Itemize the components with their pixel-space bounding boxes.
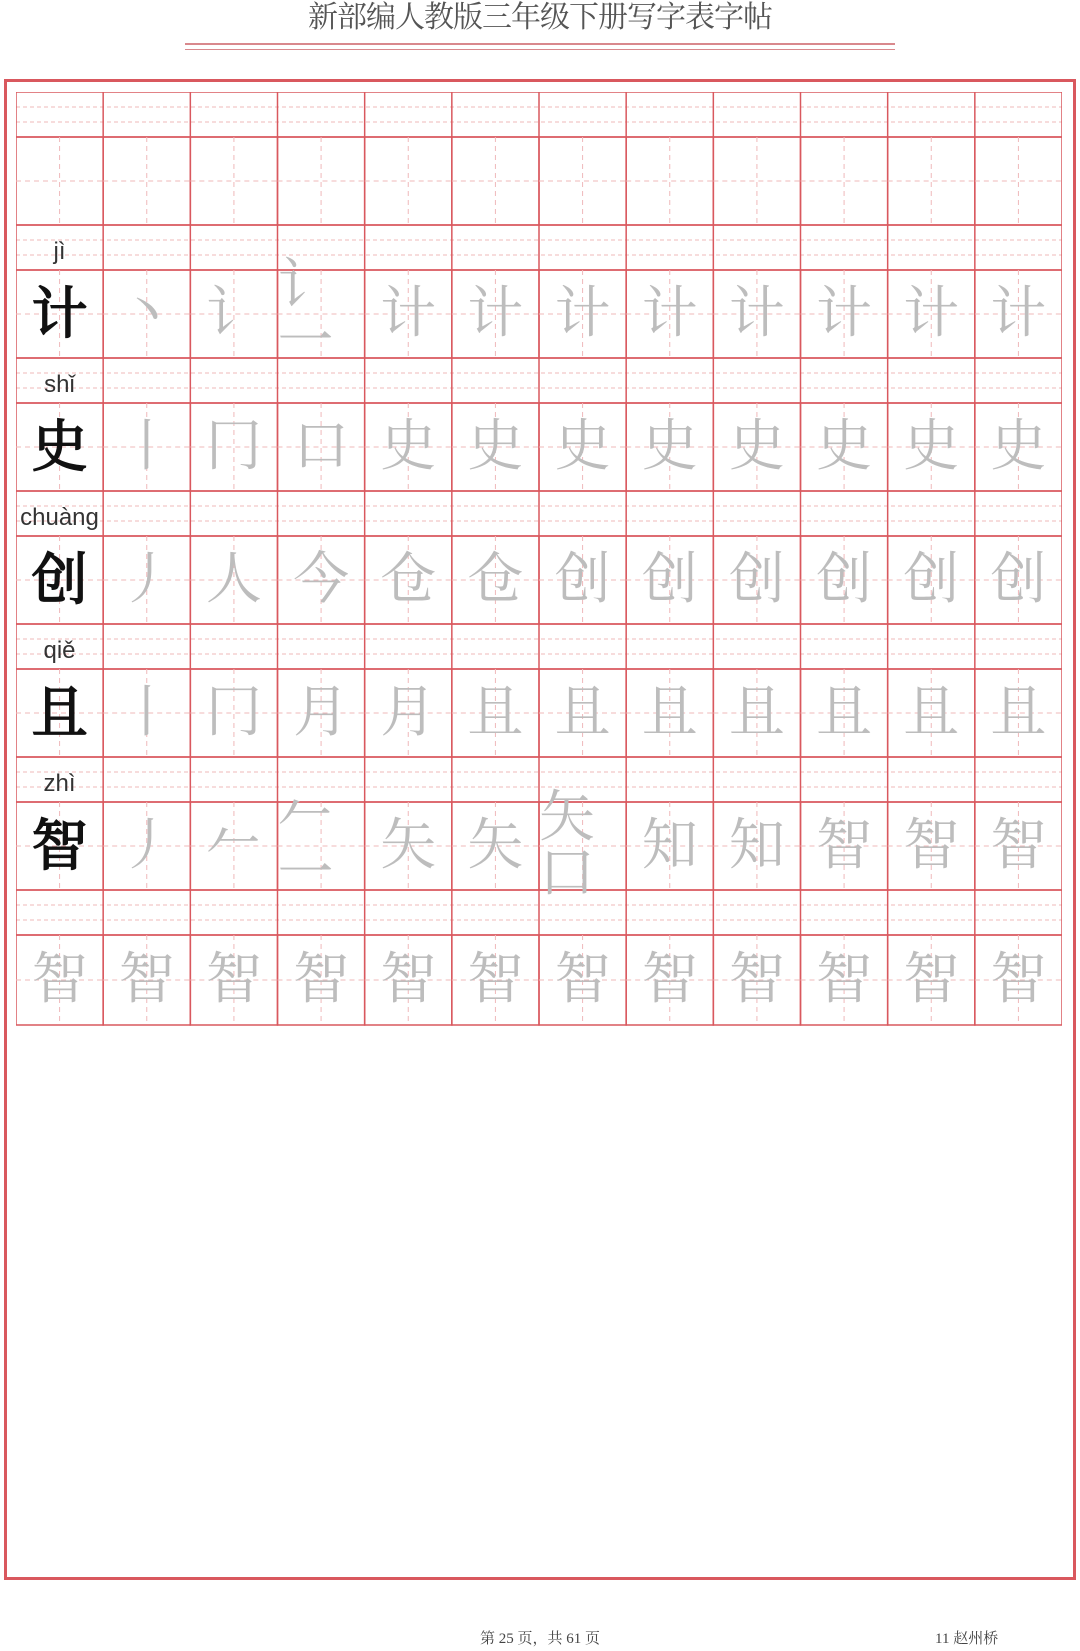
stroke-order-step-glyph: 丨 [118,414,175,479]
stroke-order-step [801,137,888,225]
stroke-order-step-glyph: 丿 [118,813,175,878]
stroke-order-step [278,403,365,491]
model-character-glyph: 史 [31,414,88,480]
stroke-order-step [626,536,713,624]
model-character [16,536,103,624]
stroke-order-step [103,137,190,225]
stroke-order-step [452,802,539,890]
stroke-order-step-glyph: 史 [816,414,873,479]
stroke-order-step-glyph: 创 [816,547,873,612]
stroke-order-step-glyph: 史 [467,414,524,479]
stroke-order-step [626,137,713,225]
stroke-order-step [452,536,539,624]
stroke-order-step [103,669,190,757]
practice-trace-cell [801,935,888,1025]
stroke-order-step-glyph: 矢 [380,813,437,878]
stroke-order-step-glyph: 智 [903,813,960,878]
stroke-order-step [713,536,800,624]
stroke-order-step-glyph: 创 [903,547,960,612]
stroke-order-step [452,403,539,491]
stroke-order-step-glyph: 人 [205,547,262,612]
stroke-order-step-glyph: 𠂉 [205,813,262,878]
stroke-order-step [103,403,190,491]
practice-trace-glyph: 智 [554,947,611,1012]
stroke-order-step [713,802,800,890]
stroke-order-step [103,270,190,358]
model-character [16,137,103,225]
stroke-order-step [190,137,277,225]
stroke-order-step-glyph: 创 [728,547,785,612]
stroke-order-step [539,669,626,757]
model-character [16,270,103,358]
practice-trace-cell [975,935,1062,1025]
stroke-order-step [888,270,975,358]
practice-trace-cell [713,935,800,1025]
stroke-order-step-glyph: 创 [641,547,698,612]
practice-trace-cell [888,935,975,1025]
pinyin-label [16,92,103,137]
practice-trace-cell [626,935,713,1025]
stroke-order-step-glyph: 丨 [118,680,175,745]
stroke-order-step [452,137,539,225]
stroke-order-step [801,536,888,624]
stroke-order-step [626,270,713,358]
practice-trace-glyph: 智 [380,947,437,1012]
practice-trace-glyph: 智 [728,947,785,1012]
stroke-order-step-glyph: 计 [728,281,785,346]
stroke-order-step-glyph: 智 [990,813,1047,878]
stroke-order-step-glyph: 史 [990,414,1047,479]
stroke-order-step [190,802,277,890]
stroke-order-step [713,137,800,225]
stroke-order-step-glyph: 丶 [118,281,175,346]
practice-trace-cell [365,935,452,1025]
stroke-order-step-glyph: 智 [816,813,873,878]
practice-trace-glyph: 智 [990,947,1047,1012]
stroke-order-step-glyph: 史 [380,414,437,479]
practice-trace-glyph: 智 [467,947,524,1012]
stroke-order-step-glyph: 知 [641,813,698,878]
stroke-order-step-glyph: 仓 [380,547,437,612]
stroke-order-step-glyph: 史 [641,414,698,479]
lesson-source: 11 赵州桥 [935,1631,999,1647]
pinyin-label: jì [53,238,66,265]
stroke-order-step [975,403,1062,491]
stroke-order-step-glyph: 讠一 [277,253,334,374]
stroke-order-step-glyph: 𠂉一 [277,785,334,906]
stroke-order-step-glyph: 且 [641,680,698,745]
stroke-order-step-glyph: 计 [554,281,611,346]
stroke-order-step-glyph: 讠 [205,281,262,346]
stroke-order-step [452,270,539,358]
practice-trace-cell [278,935,365,1025]
stroke-order-step [713,270,800,358]
stroke-order-step-glyph: 创 [554,547,611,612]
stroke-order-step [888,669,975,757]
stroke-order-step-glyph: 且 [990,680,1047,745]
stroke-order-step [801,802,888,890]
practice-trace-glyph: 智 [293,947,350,1012]
stroke-order-step-glyph: 且 [903,680,960,745]
stroke-order-step [278,536,365,624]
stroke-order-step [365,536,452,624]
practice-trace-glyph: 智 [816,947,873,1012]
stroke-order-step-glyph: 口 [293,414,350,479]
practice-trace-glyph: 智 [118,947,175,1012]
practice-trace-glyph: 智 [205,947,262,1012]
stroke-order-step-glyph: 史 [554,414,611,479]
stroke-order-step [801,270,888,358]
stroke-order-step-glyph: 计 [380,281,437,346]
stroke-order-step [278,137,365,225]
stroke-order-step [365,669,452,757]
stroke-order-step [888,802,975,890]
page-title: 新部编人教版三年级下册写字表字帖 [308,0,772,35]
model-character-glyph: 智 [31,813,88,879]
model-character-glyph: 创 [31,547,88,613]
model-character [16,403,103,491]
practice-trace-cell [190,935,277,1025]
stroke-order-step [190,536,277,624]
practice-trace-cell [539,935,626,1025]
stroke-order-step [888,137,975,225]
practice-trace-cell [103,935,190,1025]
stroke-order-step [190,270,277,358]
stroke-order-step-glyph: 史 [903,414,960,479]
stroke-order-step [103,536,190,624]
stroke-order-step [888,403,975,491]
stroke-order-step [626,669,713,757]
practice-trace-glyph: 智 [641,947,698,1012]
stroke-order-step-glyph: 计 [816,281,873,346]
pinyin-label: shǐ [44,371,75,398]
stroke-order-step [626,802,713,890]
stroke-order-step [365,137,452,225]
stroke-order-step [278,669,365,757]
practice-trace-glyph: 智 [903,947,960,1012]
stroke-order-step [539,536,626,624]
model-character [16,802,103,890]
stroke-order-step [539,137,626,225]
pinyin-label: chuàng [20,504,99,531]
stroke-order-step-glyph: 矢口 [539,785,595,906]
stroke-order-step-glyph: 计 [467,281,524,346]
stroke-order-step-glyph: 计 [641,281,698,346]
stroke-order-step-glyph: 冂 [205,414,262,479]
stroke-order-step [801,403,888,491]
stroke-order-step [539,403,626,491]
stroke-order-step-glyph: 矢 [467,813,524,878]
stroke-order-step-glyph: 今 [293,547,350,612]
stroke-order-step-glyph: 且 [467,680,524,745]
model-character [16,669,103,757]
stroke-order-step-glyph: 且 [816,680,873,745]
stroke-order-step [801,669,888,757]
stroke-order-step-glyph: 仓 [467,547,524,612]
stroke-order-step [190,403,277,491]
stroke-order-step [103,802,190,890]
stroke-order-step-glyph: 且 [554,680,611,745]
pinyin-label: qiě [43,637,76,664]
stroke-order-step [452,669,539,757]
stroke-order-step [975,669,1062,757]
stroke-order-step [713,403,800,491]
stroke-order-step [975,536,1062,624]
stroke-order-step [888,536,975,624]
practice-trace-glyph: 智 [31,947,88,1012]
stroke-order-step [539,785,626,906]
stroke-order-step-glyph: 冂 [205,680,262,745]
stroke-order-step [975,802,1062,890]
pinyin-label: zhì [43,770,76,797]
stroke-order-step [975,270,1062,358]
stroke-order-step [539,270,626,358]
stroke-order-step-glyph: 月 [293,680,350,745]
stroke-order-step-glyph: 且 [728,680,785,745]
page-number: 第 25 页，共 61 页 [479,1631,600,1647]
stroke-order-step [713,669,800,757]
stroke-order-step-glyph: 史 [728,414,785,479]
stroke-order-step [365,403,452,491]
stroke-order-step-glyph: 计 [990,281,1047,346]
stroke-order-step [365,270,452,358]
stroke-order-step-glyph: 月 [380,680,437,745]
stroke-order-step [277,253,365,374]
stroke-order-step [277,785,365,906]
title-underline [185,43,895,45]
stroke-order-step [190,669,277,757]
stroke-order-step-glyph: 知 [728,813,785,878]
practice-trace-cell [16,935,103,1025]
stroke-order-step [365,802,452,890]
stroke-order-step [626,403,713,491]
stroke-order-step-glyph: 计 [903,281,960,346]
stroke-order-step-glyph: 创 [990,547,1047,612]
model-character-glyph: 计 [31,281,88,347]
stroke-order-step [975,137,1062,225]
title-underline-thin [185,49,895,50]
practice-trace-cell [452,935,539,1025]
stroke-order-step-glyph: 丿 [118,547,175,612]
model-character-glyph: 且 [31,680,88,746]
